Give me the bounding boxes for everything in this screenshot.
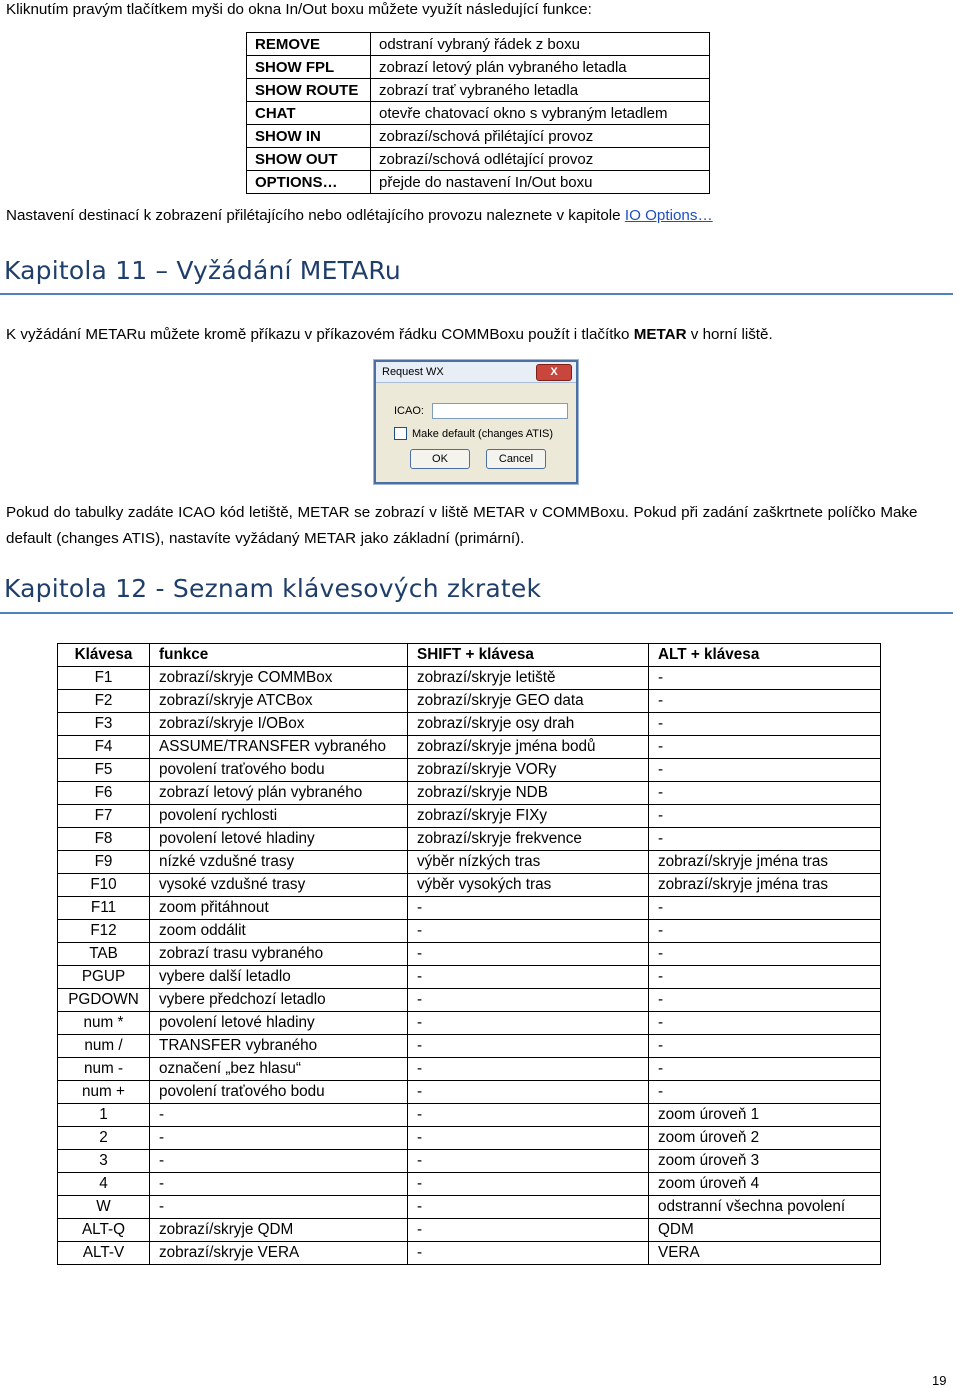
- intro-text: Kliknutím pravým tlačítkem myši do okna In/Out boxu můžete využít následující funkce:: [6, 1, 592, 18]
- shortcut-function: zobrazí/skryje QDM: [150, 1219, 408, 1242]
- function-description: otevře chatovací okno s vybraným letadlem: [379, 104, 668, 122]
- shortcut-key: F1: [58, 667, 150, 690]
- inout-functions-table: [246, 32, 710, 194]
- shortcut-key: F3: [58, 713, 150, 736]
- shortcut-key: num /: [58, 1035, 150, 1058]
- shortcut-shift: -: [408, 1035, 649, 1058]
- shortcut-shift: zobrazí/skryje letiště: [408, 667, 649, 690]
- shortcut-key: 1: [58, 1104, 150, 1127]
- metar-note: [6, 325, 773, 345]
- function-description: zobrazí letový plán vybraného letadla: [379, 58, 627, 76]
- shortcut-function: povolení letové hladiny: [150, 828, 408, 851]
- shortcut-alt: zobrazí/skryje jména tras: [649, 874, 881, 897]
- shortcut-alt: -: [649, 667, 881, 690]
- table-row: [58, 1196, 881, 1219]
- shortcut-key: F8: [58, 828, 150, 851]
- io-options-link[interactable]: IO Options…: [624, 207, 713, 224]
- function-key: REMOVE: [247, 33, 371, 56]
- shortcut-alt: -: [649, 943, 881, 966]
- shortcut-alt: -: [649, 966, 881, 989]
- shortcut-alt: -: [649, 920, 881, 943]
- shortcut-alt: -: [649, 782, 881, 805]
- function-key: SHOW IN: [247, 125, 371, 148]
- table-row: [58, 667, 881, 690]
- shortcut-key: 4: [58, 1173, 150, 1196]
- shortcut-function: -: [150, 1104, 408, 1127]
- shortcut-shift: -: [408, 897, 649, 920]
- function-description: přejde do nastavení In/Out boxu: [379, 173, 593, 191]
- shortcut-alt: odstranní všechna povolení: [649, 1196, 881, 1219]
- shortcut-key: W: [58, 1196, 150, 1219]
- shortcut-alt: -: [649, 1012, 881, 1035]
- shortcut-alt: -: [649, 805, 881, 828]
- table-row: [58, 828, 881, 851]
- shortcut-function: označení „bez hlasu“: [150, 1058, 408, 1081]
- shortcut-shift: -: [408, 943, 649, 966]
- shortcut-function: povolení traťového bodu: [150, 1081, 408, 1104]
- shortcut-key: F2: [58, 690, 150, 713]
- table-row: [58, 782, 881, 805]
- table-row: [58, 1127, 881, 1150]
- shortcut-key: F9: [58, 851, 150, 874]
- function-description: zobrazí/schová přilétající provoz: [379, 127, 594, 145]
- page-number: 19: [932, 1373, 947, 1388]
- shortcut-alt: -: [649, 1035, 881, 1058]
- shortcuts-table: [57, 643, 881, 1265]
- shortcut-shift: zobrazí/skryje frekvence: [408, 828, 649, 851]
- shortcut-shift: -: [408, 1196, 649, 1219]
- shortcut-shift: -: [408, 1012, 649, 1035]
- make-default-checkbox[interactable]: [394, 427, 407, 440]
- table-row: [58, 759, 881, 782]
- shortcut-shift: -: [408, 1242, 649, 1265]
- shortcut-shift: -: [408, 1173, 649, 1196]
- dialog-title: Request WX: [382, 366, 444, 378]
- icao-input[interactable]: [432, 403, 568, 419]
- destination-note: [6, 206, 713, 226]
- shortcut-function: vybere předchozí letadlo: [150, 989, 408, 1012]
- chapter-12-heading: Kapitola 12 - Seznam klávesových zkratek: [4, 574, 542, 603]
- table-row: [58, 690, 881, 713]
- ok-button[interactable]: OK: [410, 449, 470, 469]
- header-shift: SHIFT + klávesa: [408, 644, 649, 667]
- shortcut-alt: VERA: [649, 1242, 881, 1265]
- header-alt: ALT + klávesa: [649, 644, 881, 667]
- table-row: [58, 805, 881, 828]
- make-default-label: Make default (changes ATIS): [412, 427, 554, 440]
- shortcut-function: povolení traťového bodu: [150, 759, 408, 782]
- function-row: [247, 148, 710, 171]
- function-key: SHOW FPL: [247, 56, 371, 79]
- shortcut-key: F11: [58, 897, 150, 920]
- shortcut-alt: -: [649, 1058, 881, 1081]
- shortcut-function: zobrazí/skryje COMMBox: [150, 667, 408, 690]
- shortcut-shift: -: [408, 989, 649, 1012]
- shortcut-key: F4: [58, 736, 150, 759]
- shortcut-alt: zobrazí/skryje jména tras: [649, 851, 881, 874]
- table-row: [58, 1150, 881, 1173]
- shortcut-shift: -: [408, 1104, 649, 1127]
- shortcut-function: -: [150, 1173, 408, 1196]
- shortcut-function: TRANSFER vybraného: [150, 1035, 408, 1058]
- chapter-11-rule: [0, 293, 953, 295]
- shortcut-alt: QDM: [649, 1219, 881, 1242]
- shortcut-key: F7: [58, 805, 150, 828]
- shortcut-shift: zobrazí/skryje FIXy: [408, 805, 649, 828]
- shortcut-shift: -: [408, 966, 649, 989]
- function-row: [247, 171, 710, 194]
- icao-row: [394, 403, 568, 419]
- shortcut-key: F5: [58, 759, 150, 782]
- function-key: SHOW ROUTE: [247, 79, 371, 102]
- metar-note-end: v horní liště.: [686, 326, 773, 343]
- cancel-button[interactable]: Cancel: [486, 449, 546, 469]
- destination-note-text: Nastavení destinací k zobrazení přilétajícího nebo odlétajícího provozu naleznete v kapitole: [6, 207, 625, 224]
- shortcut-key: 3: [58, 1150, 150, 1173]
- shortcut-shift: výběr nízkých tras: [408, 851, 649, 874]
- function-key: OPTIONS…: [247, 171, 371, 194]
- table-row: [58, 920, 881, 943]
- table-row: [58, 897, 881, 920]
- request-wx-dialog: [374, 360, 578, 484]
- shortcut-alt: -: [649, 989, 881, 1012]
- table-row: [58, 1058, 881, 1081]
- function-key: CHAT: [247, 102, 371, 125]
- shortcut-key: 2: [58, 1127, 150, 1150]
- shortcut-alt: zoom úroveň 4: [649, 1173, 881, 1196]
- table-row: [58, 1081, 881, 1104]
- shortcut-shift: zobrazí/skryje jména bodů: [408, 736, 649, 759]
- shortcut-key: F12: [58, 920, 150, 943]
- shortcut-shift: -: [408, 1127, 649, 1150]
- shortcut-key: F10: [58, 874, 150, 897]
- table-row: [58, 1173, 881, 1196]
- shortcut-function: povolení rychlosti: [150, 805, 408, 828]
- function-description: zobrazí trať vybraného letadla: [379, 81, 579, 99]
- function-row: [247, 56, 710, 79]
- shortcut-function: zobrazí letový plán vybraného: [150, 782, 408, 805]
- shortcut-key: num -: [58, 1058, 150, 1081]
- table-row: [58, 736, 881, 759]
- shortcut-shift: zobrazí/skryje NDB: [408, 782, 649, 805]
- shortcut-key: ALT-V: [58, 1242, 150, 1265]
- shortcut-key: TAB: [58, 943, 150, 966]
- shortcut-alt: zoom úroveň 1: [649, 1104, 881, 1127]
- metar-button-name: METAR: [633, 326, 687, 343]
- chapter-12-rule: [0, 612, 953, 614]
- shortcut-shift: výběr vysokých tras: [408, 874, 649, 897]
- shortcut-function: ASSUME/TRANSFER vybraného: [150, 736, 408, 759]
- header-function: funkce: [150, 644, 408, 667]
- function-description: odstraní vybraný řádek z boxu: [379, 35, 580, 53]
- shortcut-function: zobrazí/skryje ATCBox: [150, 690, 408, 713]
- close-icon[interactable]: X: [536, 364, 572, 381]
- header-key: Klávesa: [58, 644, 150, 667]
- shortcut-shift: -: [408, 1081, 649, 1104]
- shortcut-function: zobrazí/skryje I/OBox: [150, 713, 408, 736]
- icao-label: ICAO:: [394, 405, 424, 417]
- shortcut-function: zobrazí trasu vybraného: [150, 943, 408, 966]
- table-row: [58, 1242, 881, 1265]
- shortcut-function: povolení letové hladiny: [150, 1012, 408, 1035]
- table-row: [58, 989, 881, 1012]
- shortcut-alt: -: [649, 897, 881, 920]
- shortcut-alt: -: [649, 690, 881, 713]
- shortcut-key: F6: [58, 782, 150, 805]
- table-row: [58, 874, 881, 897]
- function-row: [247, 102, 710, 125]
- function-description: zobrazí/schová odlétající provoz: [379, 150, 594, 168]
- metar-note-text: K vyžádání METARu můžete kromě příkazu v příkazovém řádku COMMBoxu použít i tlačítko: [6, 326, 634, 343]
- shortcut-key: num *: [58, 1012, 150, 1035]
- chapter-11-heading: Kapitola 11 – Vyžádání METARu: [4, 256, 401, 285]
- table-row: [58, 966, 881, 989]
- request-wx-note: Pokud do tabulky zadáte ICAO kód letiště, METAR se zobrazí v liště METAR v COMMBoxu. Pokud při zadání zaškrtnete políčko Make default (changes ATIS), nastavíte vyžádaný METAR jako základní (primární).: [6, 504, 918, 547]
- shortcut-key: PGUP: [58, 966, 150, 989]
- shortcut-shift: -: [408, 1219, 649, 1242]
- shortcut-function: -: [150, 1196, 408, 1219]
- shortcut-function: -: [150, 1150, 408, 1173]
- dialog-titlebar: [376, 362, 576, 383]
- shortcut-key: PGDOWN: [58, 989, 150, 1012]
- function-key: SHOW OUT: [247, 148, 371, 171]
- shortcut-alt: -: [649, 759, 881, 782]
- table-row: [58, 851, 881, 874]
- shortcut-alt: -: [649, 713, 881, 736]
- shortcut-key: num +: [58, 1081, 150, 1104]
- shortcut-shift: zobrazí/skryje VORy: [408, 759, 649, 782]
- table-row: [58, 713, 881, 736]
- shortcut-function: zoom oddálit: [150, 920, 408, 943]
- shortcut-alt: zoom úroveň 3: [649, 1150, 881, 1173]
- shortcut-alt: -: [649, 828, 881, 851]
- shortcut-shift: -: [408, 1058, 649, 1081]
- table-row: [58, 943, 881, 966]
- function-row: [247, 33, 710, 56]
- table-row: [58, 1219, 881, 1242]
- shortcut-shift: -: [408, 1150, 649, 1173]
- table-row: [58, 1012, 881, 1035]
- shortcut-alt: zoom úroveň 2: [649, 1127, 881, 1150]
- shortcut-key: ALT-Q: [58, 1219, 150, 1242]
- shortcut-function: vybere další letadlo: [150, 966, 408, 989]
- shortcut-shift: zobrazí/skryje GEO data: [408, 690, 649, 713]
- shortcut-alt: -: [649, 736, 881, 759]
- shortcuts-header-row: [58, 644, 881, 667]
- shortcut-alt: -: [649, 1081, 881, 1104]
- shortcut-function: nízké vzdušné trasy: [150, 851, 408, 874]
- function-row: [247, 125, 710, 148]
- shortcut-function: vysoké vzdušné trasy: [150, 874, 408, 897]
- shortcut-function: zoom přitáhnout: [150, 897, 408, 920]
- make-default-row[interactable]: [394, 427, 553, 440]
- shortcut-function: zobrazí/skryje VERA: [150, 1242, 408, 1265]
- function-row: [247, 79, 710, 102]
- shortcut-shift: -: [408, 920, 649, 943]
- table-row: [58, 1035, 881, 1058]
- shortcut-function: -: [150, 1127, 408, 1150]
- shortcut-shift: zobrazí/skryje osy drah: [408, 713, 649, 736]
- table-row: [58, 1104, 881, 1127]
